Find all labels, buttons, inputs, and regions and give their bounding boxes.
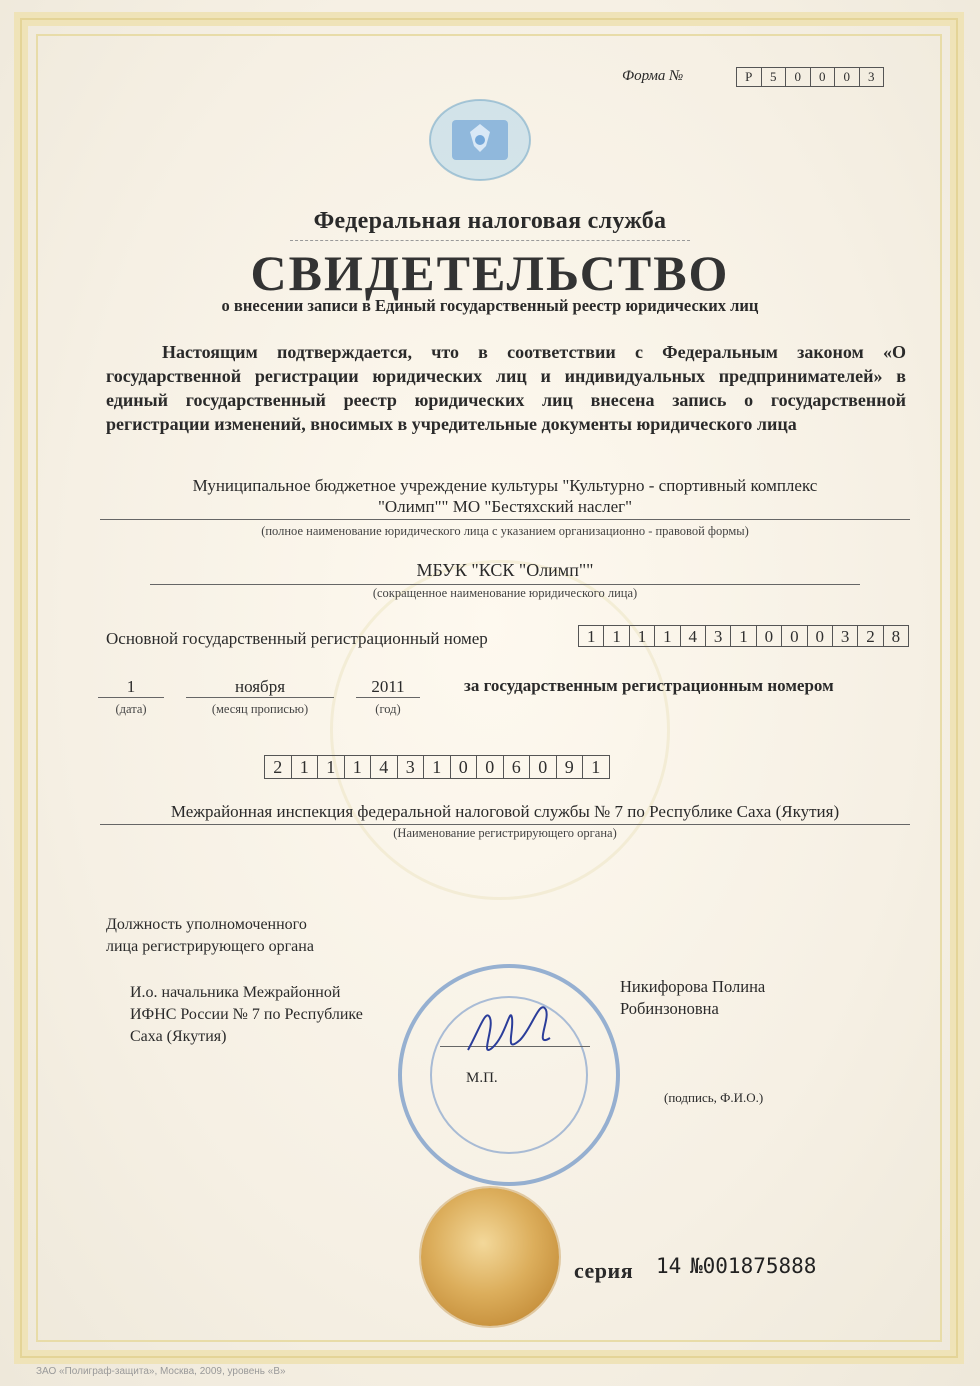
agency-name: Федеральная налоговая служба xyxy=(313,208,667,234)
forma-code-digit: 0 xyxy=(811,67,836,87)
forma-code-digit: 0 xyxy=(835,67,860,87)
grn-digit: 1 xyxy=(318,755,345,779)
date-year: 2011 xyxy=(356,677,420,698)
position-label-line2: лица регистрирующего органа xyxy=(106,938,314,955)
forma-label: Форма № xyxy=(622,68,684,84)
date-month: ноября xyxy=(186,677,334,698)
entity-short-name: МБУК "КСК "Олимп"" xyxy=(150,560,860,585)
ogrn-digit: 0 xyxy=(757,625,782,647)
grn-number xyxy=(264,755,610,779)
signatory-position-line1: И.о. начальника Межрайонной xyxy=(130,984,341,1001)
handwritten-signature xyxy=(450,988,570,1068)
ogrn-label: Основной государственный регистрационный номер xyxy=(106,629,488,648)
entity-full-name-line2: "Олимп"" МО "Бестяхский наслег" xyxy=(100,497,910,520)
ogrn-digit: 1 xyxy=(604,625,629,647)
divider xyxy=(290,240,690,241)
ogrn-digit: 1 xyxy=(655,625,680,647)
certification-text xyxy=(106,340,906,436)
grn-digit: 4 xyxy=(371,755,398,779)
signatory-name-line2: Робинзоновна xyxy=(620,999,719,1018)
series-region: 14 xyxy=(656,1254,682,1278)
forma-code-digit: 5 xyxy=(762,67,787,87)
signature-caption: (подпись, Ф.И.О.) xyxy=(664,1090,764,1105)
ogrn-digit: 0 xyxy=(782,625,807,647)
ogrn-digit: 1 xyxy=(630,625,655,647)
position-label xyxy=(106,914,314,958)
grn-digit: 3 xyxy=(398,755,425,779)
registering-authority: Межрайонная инспекция федеральной налоговой службы № 7 по Республике Саха (Якутия) xyxy=(100,802,910,825)
grn-digit: 1 xyxy=(292,755,319,779)
grn-digit: 0 xyxy=(451,755,478,779)
date-month-caption: (месяц прописью) xyxy=(211,702,309,716)
gold-hologram-seal xyxy=(421,1188,559,1326)
ogrn-digit: 2 xyxy=(858,625,883,647)
stamp-place-mark: М.П. xyxy=(466,1070,498,1086)
forma-code-digit: 0 xyxy=(786,67,811,87)
document-title: СВИДЕТЕЛЬСТВО xyxy=(250,245,730,301)
grn-digit: 0 xyxy=(530,755,557,779)
signatory-position-line3: Саха (Якутия) xyxy=(130,1028,227,1045)
signatory-name xyxy=(620,976,765,1020)
date-day-caption: (дата) xyxy=(115,702,147,716)
grn-digit: 1 xyxy=(424,755,451,779)
entity-full-name-caption: (полное наименование юридического лица с указанием организационно - правовой формы) xyxy=(261,524,749,538)
series-label: серия xyxy=(574,1258,634,1283)
entity-full-name-line1: Муниципальное бюджетное учреждение культуры "Культурно - спортивный комплекс xyxy=(192,476,818,495)
forma-code xyxy=(736,67,884,87)
printer-imprint: ЗАО «Полиграф-защита», Москва, 2009, уровень «В» xyxy=(36,1366,286,1377)
entity-short-name-caption: (сокращенное наименование юридического лица) xyxy=(372,586,638,600)
signatory-position xyxy=(130,982,363,1048)
grn-digit: 1 xyxy=(345,755,372,779)
signatory-position-line2: ИФНС России № 7 по Республике xyxy=(130,1006,363,1023)
forma-code-digit: 3 xyxy=(860,67,885,87)
signatory-name-line1: Никифорова Полина xyxy=(620,977,766,996)
registering-authority-caption: (Наименование регистрирующего органа) xyxy=(393,826,617,840)
grn-digit: 0 xyxy=(477,755,504,779)
ogrn-number xyxy=(578,625,909,647)
certification-text-content: Настоящим подтверждается, что в соответствии с Федеральным законом «О государственной регистрации юридических лиц и индивидуальных предпринимателей» в единый государственный реестр юридических лиц внесена запись о государственной регистрации изменений, вносимых в учредительные документы юридического лица xyxy=(106,342,906,434)
ogrn-digit: 1 xyxy=(579,625,604,647)
date-day: 1 xyxy=(98,677,164,698)
watermark-emblem xyxy=(330,560,670,900)
ogrn-digit: 1 xyxy=(731,625,756,647)
date-year-caption: (год) xyxy=(375,702,401,716)
ogrn-digit: 4 xyxy=(681,625,706,647)
ogrn-digit: 3 xyxy=(706,625,731,647)
ogrn-digit: 0 xyxy=(808,625,833,647)
grn-intro: за государственным регистрационным номером xyxy=(464,676,834,695)
position-label-line1: Должность уполномоченного xyxy=(106,916,307,933)
series-number: №001875888 xyxy=(690,1254,817,1278)
forma-code-digit: Р xyxy=(737,67,762,87)
document-subtitle: о внесении записи в Единый государственный реестр юридических лиц xyxy=(221,296,759,315)
ogrn-digit: 8 xyxy=(884,625,909,647)
ogrn-digit: 3 xyxy=(833,625,858,647)
grn-digit: 2 xyxy=(265,755,292,779)
hologram-emblem-icon xyxy=(428,98,532,182)
grn-digit: 6 xyxy=(504,755,531,779)
grn-digit: 9 xyxy=(557,755,584,779)
grn-digit: 1 xyxy=(583,755,610,779)
